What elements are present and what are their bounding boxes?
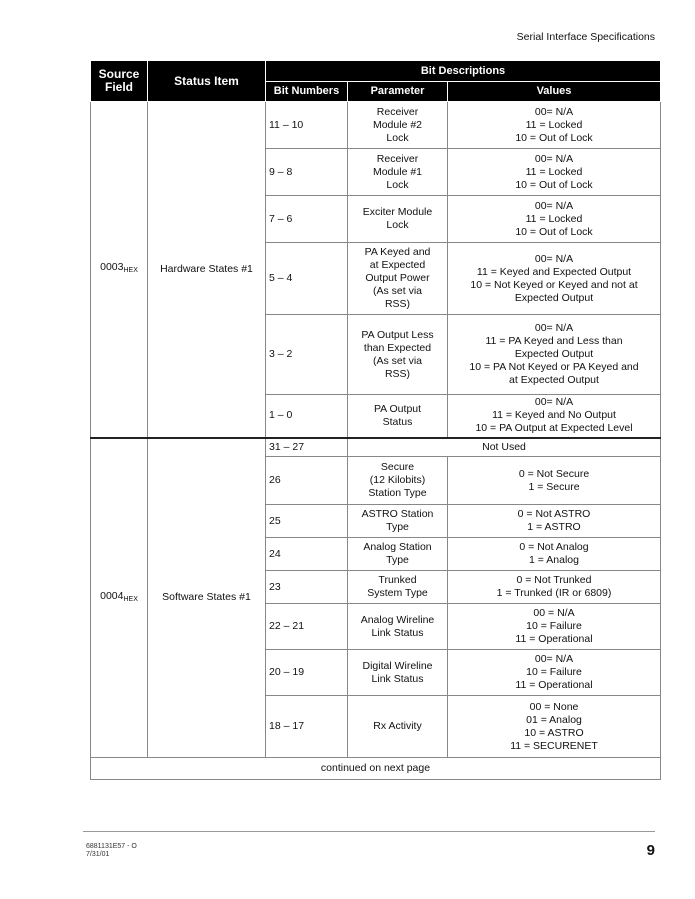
text-line: 10 = Out of Lock [515, 225, 593, 238]
text-line: Field [104, 80, 133, 94]
text-line: at Expected Output [509, 374, 599, 386]
values-cell [448, 505, 661, 538]
values-cell [448, 395, 661, 438]
status-item-cell: Hardware States #1 [148, 102, 266, 438]
parameter-cell [348, 696, 448, 758]
text-line: 11 = Locked [525, 165, 583, 178]
col-status-item: Status Item [148, 61, 266, 102]
text-line: Link Status [371, 626, 424, 639]
text-line: 10 = Failure [526, 666, 582, 678]
bit-numbers-cell: 9 – 8 [266, 149, 348, 196]
parameter-cell [348, 457, 448, 505]
table-row [91, 102, 661, 149]
text-line: 00 = None [529, 700, 579, 713]
text-line: Lock [386, 178, 409, 191]
text-line: 00= N/A [534, 105, 574, 118]
text-line: Analog Wireline [360, 613, 435, 626]
text-line: 11 = Keyed and Expected Output [476, 265, 632, 278]
text-line: Trunked [378, 574, 417, 586]
values-cell [448, 457, 661, 505]
text-line: System Type [367, 587, 428, 599]
doc-id [86, 843, 137, 859]
bit-numbers-cell: 3 – 2 [266, 315, 348, 395]
text-line: Rx Activity [373, 720, 422, 732]
page-header: Serial Interface Specifications [516, 31, 655, 43]
text-line: Secure [380, 461, 415, 473]
bit-numbers-cell: 22 – 21 [266, 604, 348, 650]
source-code: 0003 [100, 261, 124, 274]
text-line: 0 = Not Secure [518, 467, 590, 480]
text-line: Type [386, 554, 409, 566]
text-line: Module #2 [372, 118, 423, 131]
values-cell [448, 571, 661, 604]
continued-note: continued on next page [91, 758, 661, 780]
text-line: Status [382, 415, 413, 428]
bit-numbers-cell: 31 – 27 [266, 438, 348, 457]
text-line: 10 = Not Keyed or Keyed and not at [470, 278, 638, 291]
parameter-cell [348, 102, 448, 149]
parameter-cell [348, 571, 448, 604]
text-line: 11 = PA Keyed and Less than [485, 335, 623, 347]
text-line: RSS) [384, 367, 411, 380]
text-line: PA Keyed and [364, 246, 431, 258]
text-line: (As set via [372, 285, 422, 297]
text-line: 11 = Locked [525, 212, 583, 225]
values-cell [448, 696, 661, 758]
text-line: Link Status [371, 672, 424, 685]
table-row [91, 438, 661, 457]
parameter-cell [348, 650, 448, 696]
bit-numbers-cell: 23 [266, 571, 348, 604]
text-line: 10 = Out of Lock [515, 131, 593, 144]
hex-subscript: HEX [123, 267, 138, 275]
footer-rule [83, 831, 655, 832]
source-field-cell [91, 438, 148, 758]
values-cell [448, 196, 661, 243]
source-field-cell [91, 102, 148, 438]
col-values: Values [448, 82, 661, 102]
col-parameter: Parameter [348, 82, 448, 102]
col-source-field [91, 61, 148, 102]
values-cell [448, 243, 661, 315]
bit-numbers-cell: 25 [266, 505, 348, 538]
text-line: Receiver [376, 105, 419, 118]
bit-numbers-cell: 18 – 17 [266, 696, 348, 758]
text-line: 11 = Locked [525, 118, 583, 131]
text-line: Exciter Module [362, 206, 433, 218]
parameter-cell [348, 395, 448, 438]
text-line: 00= N/A [534, 322, 574, 334]
text-line: Analog Station [363, 541, 432, 553]
values-cell [448, 650, 661, 696]
text-line: Source [98, 67, 140, 81]
text-line: Lock [386, 219, 409, 231]
text-line: (12 Kilobits) [369, 474, 426, 486]
text-line: PA Output Less [361, 328, 434, 341]
parameter-cell [348, 315, 448, 395]
bit-numbers-cell: 1 – 0 [266, 395, 348, 438]
text-line: 10 = ASTRO [524, 726, 584, 739]
bit-description-table [90, 60, 661, 780]
parameter-cell [348, 604, 448, 650]
text-line: at Expected [369, 259, 426, 271]
page-number: 9 [646, 842, 655, 859]
text-line: 11 = Operational [515, 679, 593, 691]
bit-numbers-cell: 11 – 10 [266, 102, 348, 149]
parameter-cell [348, 196, 448, 243]
parameter-cell [348, 538, 448, 571]
text-line: 10 = PA Not Keyed or PA Keyed and [469, 361, 639, 373]
text-line: Receiver [376, 152, 419, 165]
text-line: Module #1 [372, 165, 423, 178]
text-line: RSS) [384, 298, 411, 310]
values-cell [448, 315, 661, 395]
bit-numbers-cell: 5 – 4 [266, 243, 348, 315]
values-cell [448, 604, 661, 650]
col-bit-descriptions: Bit Descriptions [266, 61, 661, 82]
text-line: 1 = ASTRO [527, 521, 581, 533]
parameter-cell [348, 149, 448, 196]
text-line: 00= N/A [534, 396, 574, 409]
text-line: 1 = Secure [528, 480, 580, 493]
text-line: Expected Output [514, 348, 594, 360]
parameter-cell [348, 243, 448, 315]
text-line: 0 = Not Analog [519, 541, 589, 553]
text-line: 1 = Analog [529, 554, 579, 566]
text-line: 00= N/A [534, 199, 574, 212]
text-line: PA Output [373, 402, 422, 415]
text-line: 0 = Not Trunked [516, 574, 592, 586]
merged-description-cell: Not Used [348, 438, 661, 457]
values-cell [448, 102, 661, 149]
text-line: Type [386, 521, 409, 533]
status-item-cell: Software States #1 [148, 438, 266, 758]
bit-numbers-cell: 7 – 6 [266, 196, 348, 243]
bit-numbers-cell: 20 – 19 [266, 650, 348, 696]
text-line: Expected Output [514, 291, 594, 304]
doc-number: 6881131E57 - O [86, 843, 137, 850]
text-line: 00= N/A [534, 152, 574, 165]
parameter-cell [348, 505, 448, 538]
text-line: Digital Wireline [362, 659, 433, 672]
text-line: 01 = Analog [526, 713, 582, 726]
values-cell [448, 538, 661, 571]
text-line: 10 = PA Output at Expected Level [475, 422, 633, 435]
values-cell [448, 149, 661, 196]
text-line: Lock [386, 131, 409, 144]
bit-numbers-cell: 24 [266, 538, 348, 571]
text-line: 0 = Not ASTRO [517, 508, 591, 520]
text-line: 1 = Trunked (IR or 6809) [496, 587, 612, 599]
source-code: 0004 [100, 589, 124, 602]
text-line: 11 = SECURENET [510, 739, 598, 752]
doc-date: 7/31/01 [86, 851, 110, 858]
text-line: 00= N/A [534, 653, 574, 665]
text-line: Station Type [368, 487, 427, 499]
text-line: 00 = N/A [533, 607, 575, 619]
text-line: than Expected [363, 341, 432, 354]
col-bit-numbers: Bit Numbers [266, 82, 348, 102]
text-line: 10 = Failure [526, 620, 582, 632]
text-line: 00= N/A [534, 252, 574, 265]
text-line: 10 = Out of Lock [515, 178, 593, 191]
text-line: 11 = Keyed and No Output [492, 409, 616, 422]
text-line: ASTRO Station [361, 508, 434, 520]
hex-subscript: HEX [123, 595, 138, 603]
bit-numbers-cell: 26 [266, 457, 348, 505]
text-line: 11 = Operational [515, 633, 593, 645]
text-line: (As set via [372, 354, 422, 367]
text-line: Output Power [365, 272, 430, 284]
